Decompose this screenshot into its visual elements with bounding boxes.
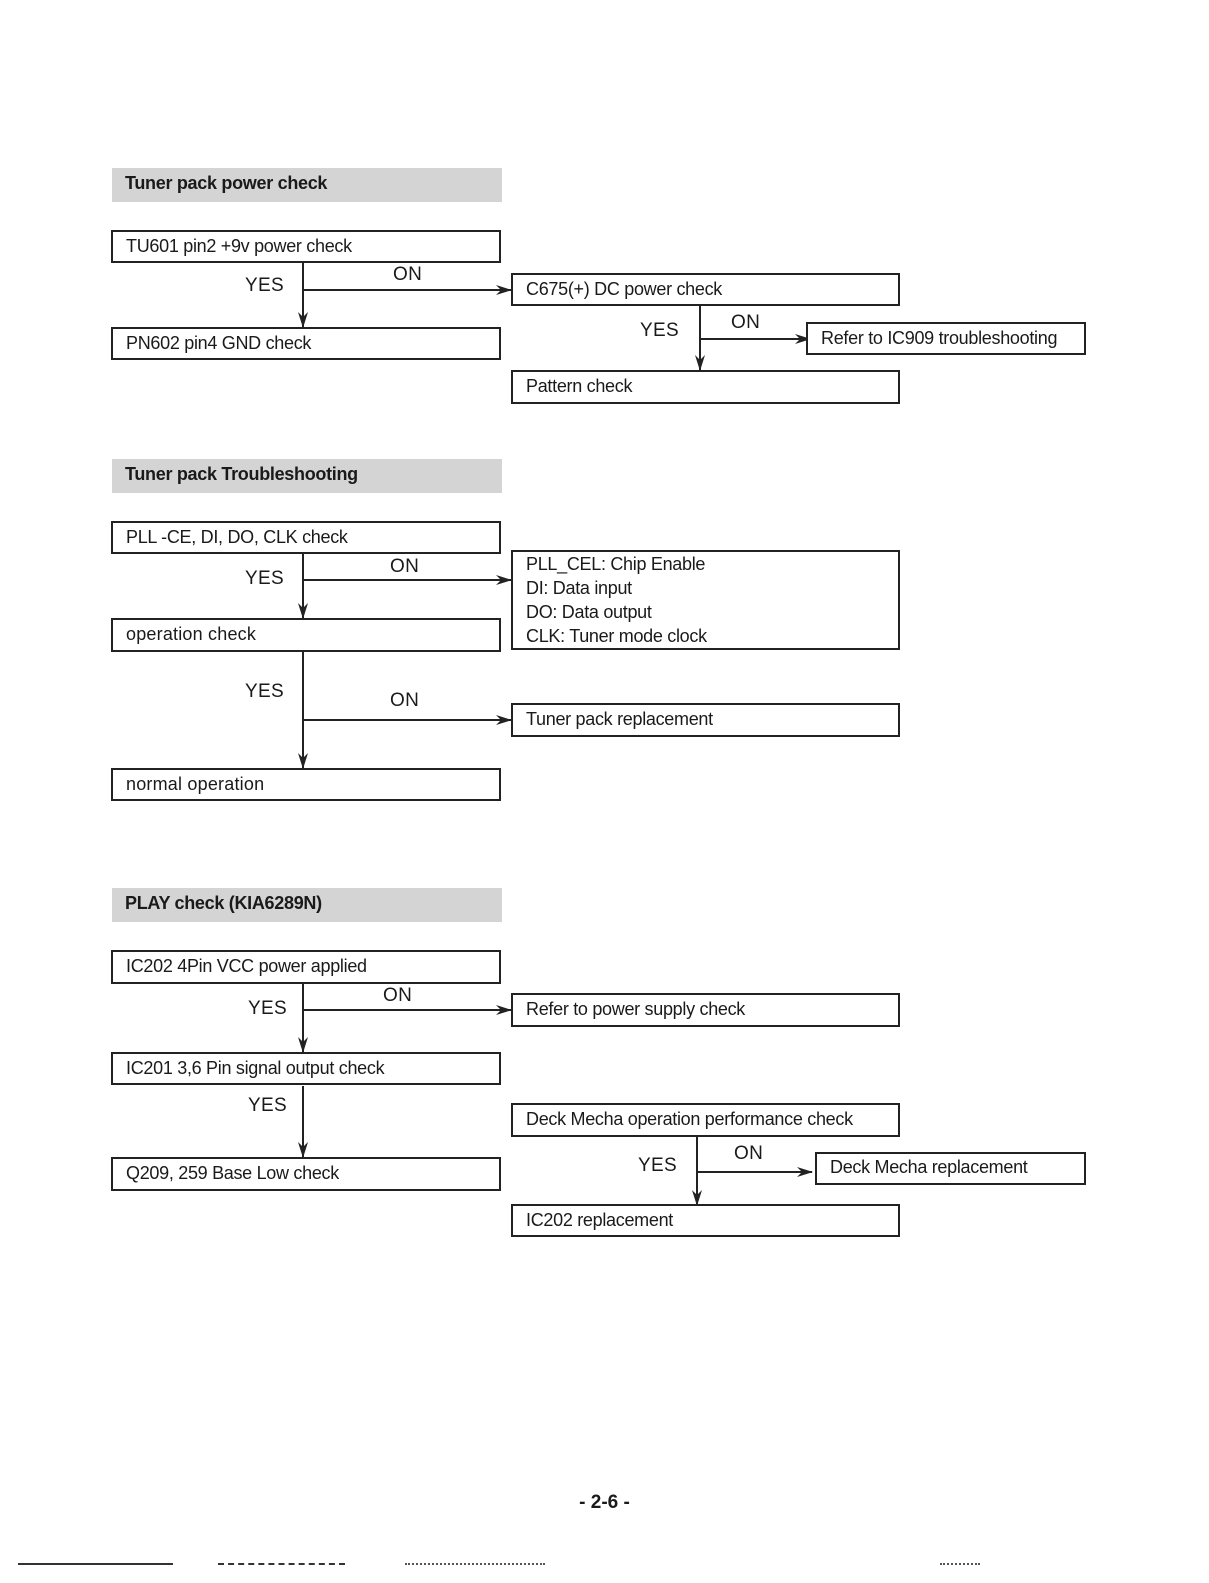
scan-edge-mark <box>940 1563 980 1569</box>
pn602-gnd-check-box: PN602 pin4 GND check <box>111 327 501 360</box>
ic202-vcc-power-box: IC202 4Pin VCC power applied <box>111 950 501 984</box>
scan-edge-mark <box>18 1563 173 1569</box>
legend-line: CLK: Tuner mode clock <box>526 626 707 646</box>
section-title-tuner-power-check: Tuner pack power check <box>112 168 502 202</box>
on-label: ON <box>393 264 423 285</box>
yes-label: YES <box>245 568 284 589</box>
power-supply-check-box: Refer to power supply check <box>511 993 900 1027</box>
legend-line: DO: Data output <box>526 602 652 622</box>
yes-label: YES <box>248 998 287 1019</box>
on-label: ON <box>734 1143 764 1164</box>
pll-check-box: PLL -CE, DI, DO, CLK check <box>111 521 501 554</box>
yes-label: YES <box>245 681 284 702</box>
on-label: ON <box>390 690 420 711</box>
scan-edge-mark <box>218 1563 345 1569</box>
section-title-play-check: PLAY check (KIA6289N) <box>112 888 502 922</box>
legend-line: PLL_CEL: Chip Enable <box>526 554 706 574</box>
yes-label: YES <box>248 1095 287 1116</box>
pattern-check-box: Pattern check <box>511 370 900 404</box>
yes-label: YES <box>638 1155 677 1176</box>
on-label: ON <box>731 312 761 333</box>
normal-operation-box: normal operation <box>111 768 501 801</box>
c675-dc-power-check-box: C675(+) DC power check <box>511 273 900 306</box>
deck-mecha-check-box: Deck Mecha operation performance check <box>511 1103 900 1137</box>
q209-base-low-box: Q209, 259 Base Low check <box>111 1157 501 1191</box>
on-label: ON <box>383 985 413 1006</box>
ic909-troubleshooting-box: Refer to IC909 troubleshooting <box>806 322 1086 355</box>
ic202-replacement-box: IC202 replacement <box>511 1204 900 1237</box>
section-title-tuner-troubleshooting: Tuner pack Troubleshooting <box>112 459 502 493</box>
on-label: ON <box>390 556 420 577</box>
ic201-signal-output-box: IC201 3,6 Pin signal output check <box>111 1052 501 1085</box>
scan-edge-mark <box>405 1563 545 1569</box>
page-number: - 2-6 - <box>579 1492 630 1513</box>
tuner-pack-replacement-box: Tuner pack replacement <box>511 703 900 737</box>
tu601-power-check-box: TU601 pin2 +9v power check <box>111 230 501 263</box>
legend-line: DI: Data input <box>526 578 632 598</box>
deck-mecha-replacement-box: Deck Mecha replacement <box>815 1152 1086 1185</box>
yes-label: YES <box>245 275 284 296</box>
operation-check-box: operation check <box>111 618 501 652</box>
pll-signal-legend-box <box>511 550 900 650</box>
yes-label: YES <box>640 320 679 341</box>
